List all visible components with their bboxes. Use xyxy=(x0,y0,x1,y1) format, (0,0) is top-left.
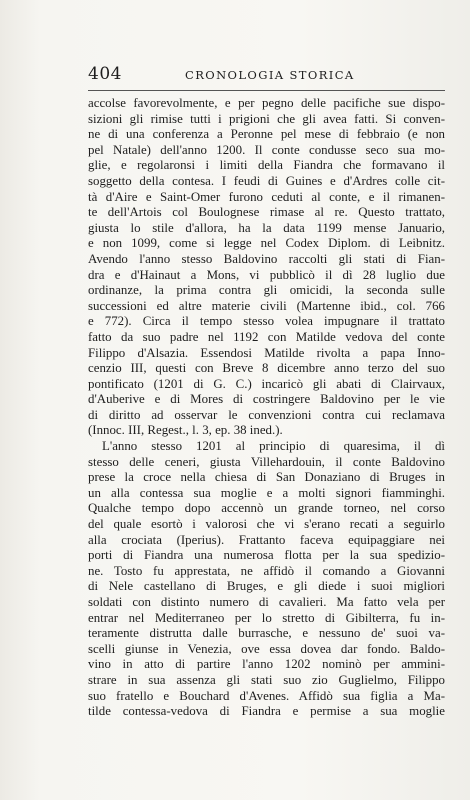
text-line: del quale esortò i valorosi che vi s'erano recati a seguirlo xyxy=(88,517,445,532)
text-line: te dell'Artois col Boulognese rimase al re. Questo trattato, xyxy=(88,205,445,220)
text-line: Avendo l'anno stesso Baldovino raccolti gli stati di Fian- xyxy=(88,251,445,266)
text-line: prese la croce nella chiesa di San Donaziano di Bruges in xyxy=(88,470,445,485)
text-line: L'anno stesso 1201 al principio di quaresima, il dì xyxy=(102,439,445,454)
running-title: CRONOLOGIA STORICA xyxy=(185,68,355,82)
text-line: vino in atto di partire l'anno 1202 nominò per ammini- xyxy=(88,657,445,672)
text-line: giusta lo stile d'allora, ha la data 1199 mense Januario, xyxy=(88,220,445,235)
text-line: soggetto della contesa. I feudi di Guines e d'Ardres colle cit- xyxy=(88,173,445,188)
text-line: glie, e regolaronsi i limiti della Fiandra che formavano il xyxy=(88,158,445,173)
text-line: e non 1099, come si legge nel Codex Diplom. di Leibnitz. xyxy=(88,236,445,251)
body-text xyxy=(88,96,445,720)
text-line: cenzio III, questi con Breve 8 dicembre anno terzo del suo xyxy=(88,361,445,376)
text-line: scelli giunse in Venezia, ove essa dovea dar fondo. Baldo- xyxy=(88,641,445,656)
page-number: 404 xyxy=(88,64,122,84)
text-line: di Nele castellano di Bruges, e gli diede i suoi migliori xyxy=(88,579,445,594)
text-line: (Innoc. III, Regest., l. 3, ep. 38 ined.). xyxy=(88,423,283,438)
text-line: successioni ed altre materie civili (Martenne ibid., col. 766 xyxy=(88,298,445,313)
text-line: pontificato (1201 di G. C.) incaricò gli abati di Clairvaux, xyxy=(88,376,445,391)
text-line: pel Natale) dell'anno 1200. Il conte condusse seco sua mo- xyxy=(88,142,445,157)
text-line: entrar nel Mediterraneo per lo stretto di Gibilterra, fu in- xyxy=(88,610,445,625)
text-line: stesso delle ceneri, giusta Villehardouin, il conte Baldovino xyxy=(88,454,445,469)
text-line: alla crociata (Iperius). Frattanto faceva equipaggiare nei xyxy=(88,532,445,547)
paragraph-1 xyxy=(88,96,445,439)
header-rule xyxy=(88,90,445,91)
text-line: ne di una conferenza a Peronne pel mese di febbraio (e non xyxy=(88,127,445,142)
text-line: suo fratello e Bouchard d'Avenes. Affidò sua figlia a Ma- xyxy=(88,688,445,703)
page-header xyxy=(0,64,470,86)
text-line: d'Auberive e di Mores di costringere Baldovino per le vie xyxy=(88,392,445,407)
text-line: soldati con distinto numero di cavalieri. Ma fatto vela per xyxy=(88,595,445,609)
text-line: teramente distrutta dalle burrasche, e nessuno de' suoi va- xyxy=(88,626,445,641)
text-line: e 772). Circa il tempo stesso volea impugnare il trattato xyxy=(88,314,445,329)
text-line: tà d'Aire e Saint-Omer furono ceduti al conte, e il rimanen- xyxy=(88,189,445,204)
text-line: porti di Fiandra una numerosa flotta per la sua spedizio- xyxy=(88,548,445,563)
text-line: un alla contessa sua moglie e a molti signori fiamminghi. xyxy=(88,485,445,500)
text-line: accolse favorevolmente, e per pegno delle pacifiche sue dispo- xyxy=(88,96,445,110)
text-line: ordinanze, la prima contra gli omicidi, la seconda sulle xyxy=(88,283,445,298)
text-line: sizioni gli rimise tutti i prigioni che gli avea fatti. Si conven- xyxy=(88,111,445,126)
text-line: Filippo d'Alsazia. Essendosi Matilde rivolta a papa Inno- xyxy=(88,345,445,360)
text-line: dra e d'Hainaut a Mons, vi pubblicò il dì 28 luglio due xyxy=(88,267,445,282)
text-line: di diritto ad osservar le convenzioni contra cui reclamava xyxy=(88,407,445,422)
text-line: strare in sua assenza gli stati suo zio Guglielmo, Filippo xyxy=(88,672,445,687)
text-line: fatto da suo padre nel 1192 con Matilde vedova del conte xyxy=(88,329,445,344)
text-line: ne. Tosto fu apprestata, ne affidò il comando a Giovanni xyxy=(88,563,445,578)
text-line: Qualche tempo dopo accennò un grande torneo, nel corso xyxy=(88,501,445,516)
text-line: tilde contessa-vedova di Fiandra e permise a sua moglie xyxy=(88,704,445,719)
paragraph-2 xyxy=(88,439,445,720)
